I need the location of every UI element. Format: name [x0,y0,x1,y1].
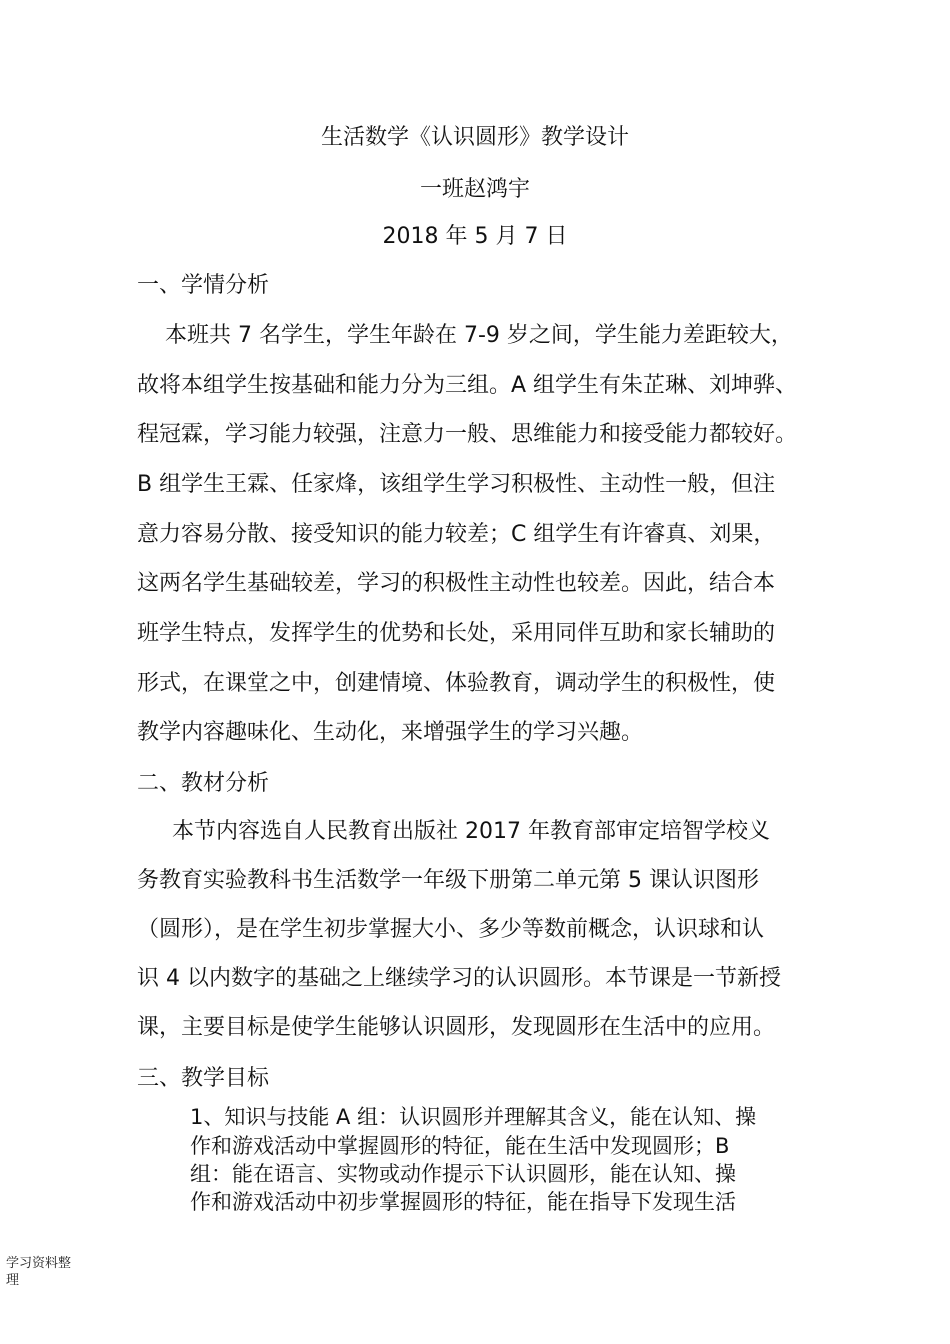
goal-line: 作和游戏活动中初步掌握圆形的特征，能在指导下发现生活 [190,1190,736,1214]
footer-line: 学习资料整 [6,1256,72,1271]
paragraph-line: 程冠霖，学习能力较强，注意力一般、思维能力和接受能力都较好。 [137,422,798,447]
paragraph-line: 课，主要目标是使学生能够认识圆形，发现圆形在生活中的应用。 [137,1015,776,1040]
document-author: 一班赵鸿宇 [419,177,530,202]
footer-note [6,1255,71,1289]
paragraph-line: 本班共 7 名学生，学生年龄在 7-9 岁之间，学生能力差距较大， [137,323,793,348]
paragraph-line: 教学内容趣味化、生动化，来增强学生的学习兴趣。 [137,720,644,745]
paragraph-line: 意力容易分散、接受知识的能力较差；C 组学生有许睿真、刘果， [137,522,776,547]
goal-line: 组：能在语言、实物或动作提示下认识圆形，能在认知、操 [190,1162,736,1186]
section-heading-goals: 三、教学目标 [137,1066,270,1091]
paragraph-line: 这两名学生基础较差，学习的积极性主动性也较差。因此，结合本 [137,571,776,596]
paragraph-line: 识 4 以内数字的基础之上继续学习的认识圆形。本节课是一节新授 [137,966,781,991]
document-date: 2018 年 5 月 7 日 [382,224,568,249]
footer-line: 理 [6,1273,20,1288]
paragraph-line: 班学生特点，发挥学生的优势和长处，采用同伴互助和家长辅助的 [137,621,776,646]
section-heading-analysis: 一、学情分析 [137,273,270,298]
goal-line: 1、知识与技能 A 组：认识圆形并理解其含义，能在认知、操 [190,1105,757,1129]
paragraph-line: B 组学生王霖、任家烽，该组学生学习积极性、主动性一般，但注 [137,472,776,497]
goal-line: 作和游戏活动中掌握圆形的特征，能在生活中发现圆形；B [190,1134,730,1158]
paragraph-line: 本节内容选自人民教育出版社 2017 年教育部审定培智学校义 [137,819,770,844]
section-heading-material: 二、教材分析 [137,771,270,796]
paragraph-line: （圆形），是在学生初步掌握大小、多少等数前概念，认识球和认 [137,917,765,942]
document-title: 生活数学《认识圆形》教学设计 [320,125,629,150]
paragraph-line: 务教育实验教科书生活数学一年级下册第二单元第 5 课认识图形 [137,868,759,893]
paragraph-line: 故将本组学生按基础和能力分为三组。A 组学生有朱芷琳、刘坤骅、 [137,373,798,398]
paragraph-line: 形式，在课堂之中，创建情境、体验教育，调动学生的积极性，使 [137,671,776,696]
